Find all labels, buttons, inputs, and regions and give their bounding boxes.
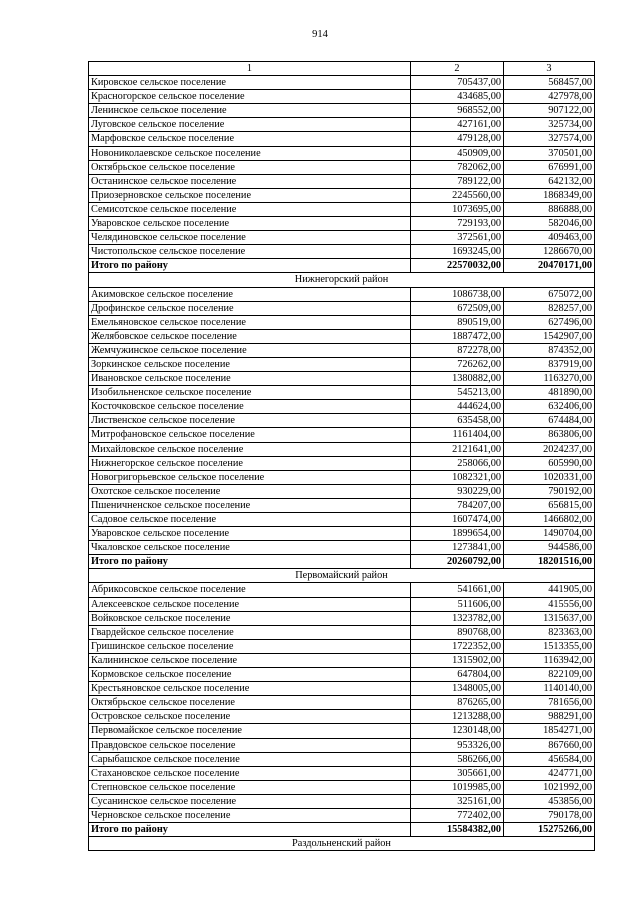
settlement-name: Степновское сельское поселение: [89, 780, 411, 794]
table-row: [89, 301, 595, 315]
value-col-3: 481890,00: [504, 386, 595, 400]
table-row: [89, 428, 595, 442]
table-row: [89, 484, 595, 498]
value-col-3: 568457,00: [504, 76, 595, 90]
value-col-3: 1163942,00: [504, 653, 595, 667]
value-col-3: 1286670,00: [504, 245, 595, 259]
value-col-3: 424771,00: [504, 766, 595, 780]
settlement-name: Косточковское сельское поселение: [89, 400, 411, 414]
value-col-3: 370501,00: [504, 146, 595, 160]
value-col-3: 676991,00: [504, 160, 595, 174]
value-col-2: 434685,00: [411, 90, 504, 104]
settlement-name: Сусанинское сельское поселение: [89, 794, 411, 808]
district-name: Нижнегорский район: [89, 273, 595, 287]
value-col-2: 545213,00: [411, 386, 504, 400]
value-col-2: 305661,00: [411, 766, 504, 780]
table-row: [89, 808, 595, 822]
value-col-3: 642132,00: [504, 174, 595, 188]
table-row: [89, 287, 595, 301]
table-row: [89, 174, 595, 188]
settlement-name: Садовое сельское поселение: [89, 513, 411, 527]
value-col-2: 1348005,00: [411, 682, 504, 696]
table-row: [89, 231, 595, 245]
value-col-2: 2245560,00: [411, 188, 504, 202]
district-heading-row: [89, 837, 595, 851]
table-row: [89, 202, 595, 216]
value-col-3: 1466802,00: [504, 513, 595, 527]
table-row: [89, 132, 595, 146]
table-row: [89, 752, 595, 766]
value-col-2: 1082321,00: [411, 470, 504, 484]
settlement-name: Черновское сельское поселение: [89, 808, 411, 822]
district-heading-row: [89, 273, 595, 287]
value-col-3: 790178,00: [504, 808, 595, 822]
settlement-name: Кировское сельское поселение: [89, 76, 411, 90]
value-col-2: 1380882,00: [411, 372, 504, 386]
value-col-2: 705437,00: [411, 76, 504, 90]
value-col-2: 789122,00: [411, 174, 504, 188]
value-col-3: 874352,00: [504, 343, 595, 357]
settlement-name: Гвардейское сельское поселение: [89, 625, 411, 639]
table-row: [89, 696, 595, 710]
value-col-2: 772402,00: [411, 808, 504, 822]
value-col-3: 675072,00: [504, 287, 595, 301]
value-col-3: 1542907,00: [504, 329, 595, 343]
district-name: Первомайский район: [89, 569, 595, 583]
table-row: [89, 357, 595, 371]
table-row: [89, 400, 595, 414]
budget-table: [88, 61, 595, 851]
value-col-2: 647804,00: [411, 668, 504, 682]
value-col-2: 2121641,00: [411, 442, 504, 456]
table-row: [89, 217, 595, 231]
value-col-3: 1854271,00: [504, 724, 595, 738]
value-col-3: 886888,00: [504, 202, 595, 216]
value-col-2: 444624,00: [411, 400, 504, 414]
value-col-3: 627496,00: [504, 315, 595, 329]
value-col-3: 427978,00: [504, 90, 595, 104]
value-col-3: 944586,00: [504, 541, 595, 555]
settlement-name: Стахановское сельское поселение: [89, 766, 411, 780]
settlement-name: Уваровское сельское поселение: [89, 217, 411, 231]
settlement-name: Приозерновское сельское поселение: [89, 188, 411, 202]
table-row: [89, 118, 595, 132]
value-col-2: 1086738,00: [411, 287, 504, 301]
table-row: [89, 668, 595, 682]
value-col-2: 258066,00: [411, 456, 504, 470]
value-col-2: 541661,00: [411, 583, 504, 597]
value-col-3: 456584,00: [504, 752, 595, 766]
settlement-name: Красногорское сельское поселение: [89, 90, 411, 104]
value-col-3: 1513355,00: [504, 639, 595, 653]
settlement-name: Марфовское сельское поселение: [89, 132, 411, 146]
settlement-name: Емельяновское сельское поселение: [89, 315, 411, 329]
value-col-2: 511606,00: [411, 597, 504, 611]
value-col-3: 823363,00: [504, 625, 595, 639]
value-col-2: 782062,00: [411, 160, 504, 174]
table-row: [89, 583, 595, 597]
settlement-name: Островское сельское поселение: [89, 710, 411, 724]
value-col-3: 1020331,00: [504, 470, 595, 484]
settlement-name: Останинское сельское поселение: [89, 174, 411, 188]
value-col-3: 837919,00: [504, 357, 595, 371]
header-row: [89, 62, 595, 76]
value-col-2: 890768,00: [411, 625, 504, 639]
table-row: [89, 766, 595, 780]
value-col-2: 586266,00: [411, 752, 504, 766]
settlement-name: Уваровское сельское поселение: [89, 527, 411, 541]
district-total-row: [89, 823, 595, 837]
value-col-2: 1315902,00: [411, 653, 504, 667]
value-col-2: 450909,00: [411, 146, 504, 160]
settlement-name: Лиственское сельское поселение: [89, 414, 411, 428]
table-row: [89, 780, 595, 794]
total-col-3: 15275266,00: [504, 823, 595, 837]
table-row: [89, 160, 595, 174]
settlement-name: Крестьяновское сельское поселение: [89, 682, 411, 696]
settlement-name: Челядиновское сельское поселение: [89, 231, 411, 245]
settlement-name: Ивановское сельское поселение: [89, 372, 411, 386]
value-col-3: 988291,00: [504, 710, 595, 724]
table-row: [89, 104, 595, 118]
settlement-name: Кормовское сельское поселение: [89, 668, 411, 682]
table-row: [89, 498, 595, 512]
value-col-3: 327574,00: [504, 132, 595, 146]
value-col-3: 582046,00: [504, 217, 595, 231]
settlement-name: Желябовское сельское поселение: [89, 329, 411, 343]
value-col-2: 1161404,00: [411, 428, 504, 442]
value-col-3: 822109,00: [504, 668, 595, 682]
value-col-2: 372561,00: [411, 231, 504, 245]
total-col-3: 20470171,00: [504, 259, 595, 273]
table-row: [89, 513, 595, 527]
value-col-3: 790192,00: [504, 484, 595, 498]
value-col-2: 784207,00: [411, 498, 504, 512]
value-col-3: 863806,00: [504, 428, 595, 442]
value-col-3: 453856,00: [504, 794, 595, 808]
settlement-name: Пшеничненское сельское поселение: [89, 498, 411, 512]
table-row: [89, 315, 595, 329]
settlement-name: Новогригорьевское сельское поселение: [89, 470, 411, 484]
table-row: [89, 245, 595, 259]
district-heading-row: [89, 569, 595, 583]
table-row: [89, 343, 595, 357]
table-row: [89, 470, 595, 484]
settlement-name: Абрикосовское сельское поселение: [89, 583, 411, 597]
value-col-2: 729193,00: [411, 217, 504, 231]
value-col-3: 1163270,00: [504, 372, 595, 386]
value-col-2: 890519,00: [411, 315, 504, 329]
value-col-2: 930229,00: [411, 484, 504, 498]
district-name: Раздольненский район: [89, 837, 595, 851]
value-col-3: 674484,00: [504, 414, 595, 428]
value-col-3: 1490704,00: [504, 527, 595, 541]
settlement-name: Семисотское сельское поселение: [89, 202, 411, 216]
value-col-2: 1073695,00: [411, 202, 504, 216]
value-col-3: 325734,00: [504, 118, 595, 132]
table-row: [89, 611, 595, 625]
value-col-2: 876265,00: [411, 696, 504, 710]
value-col-2: 1213288,00: [411, 710, 504, 724]
table-row: [89, 329, 595, 343]
value-col-2: 1019985,00: [411, 780, 504, 794]
value-col-3: 1315637,00: [504, 611, 595, 625]
settlement-name: Жемчужинское сельское поселение: [89, 343, 411, 357]
table-row: [89, 188, 595, 202]
settlement-name: Луговское сельское поселение: [89, 118, 411, 132]
value-col-2: 1607474,00: [411, 513, 504, 527]
table-row: [89, 639, 595, 653]
total-col-2: 15584382,00: [411, 823, 504, 837]
value-col-2: 1693245,00: [411, 245, 504, 259]
settlement-name: Чкаловское сельское поселение: [89, 541, 411, 555]
value-col-3: 415556,00: [504, 597, 595, 611]
header-cell-3: 3: [504, 62, 595, 76]
value-col-3: 632406,00: [504, 400, 595, 414]
table-row: [89, 625, 595, 639]
settlement-name: Октябрьское сельское поселение: [89, 696, 411, 710]
table-row: [89, 90, 595, 104]
value-col-3: 441905,00: [504, 583, 595, 597]
table-row: [89, 541, 595, 555]
table-row: [89, 372, 595, 386]
value-col-3: 2024237,00: [504, 442, 595, 456]
settlement-name: Дрофинское сельское поселение: [89, 301, 411, 315]
table-row: [89, 414, 595, 428]
value-col-3: 867660,00: [504, 738, 595, 752]
settlement-name: Ленинское сельское поселение: [89, 104, 411, 118]
settlement-name: Нижнегорское сельское поселение: [89, 456, 411, 470]
settlement-name: Калининское сельское поселение: [89, 653, 411, 667]
settlement-name: Первомайское сельское поселение: [89, 724, 411, 738]
value-col-2: 1323782,00: [411, 611, 504, 625]
table-row: [89, 794, 595, 808]
settlement-name: Чистопольское сельское поселение: [89, 245, 411, 259]
table-row: [89, 738, 595, 752]
total-col-2: 20260792,00: [411, 555, 504, 569]
settlement-name: Гришинское сельское поселение: [89, 639, 411, 653]
district-total-row: [89, 259, 595, 273]
header-cell-1: 1: [89, 62, 411, 76]
settlement-name: Правдовское сельское поселение: [89, 738, 411, 752]
table-row: [89, 76, 595, 90]
settlement-name: Новониколаевское сельское поселение: [89, 146, 411, 160]
settlement-name: Михайловское сельское поселение: [89, 442, 411, 456]
settlement-name: Октябрьское сельское поселение: [89, 160, 411, 174]
value-col-2: 1899654,00: [411, 527, 504, 541]
total-col-3: 18201516,00: [504, 555, 595, 569]
value-col-2: 1722352,00: [411, 639, 504, 653]
table-row: [89, 386, 595, 400]
table-row: [89, 527, 595, 541]
value-col-3: 605990,00: [504, 456, 595, 470]
value-col-3: 656815,00: [504, 498, 595, 512]
table-row: [89, 653, 595, 667]
value-col-2: 872278,00: [411, 343, 504, 357]
value-col-2: 726262,00: [411, 357, 504, 371]
page-number: 914: [312, 29, 328, 40]
settlement-name: Сарыбашское сельское поселение: [89, 752, 411, 766]
table-row: [89, 456, 595, 470]
budget-table-body: [89, 62, 595, 851]
table-row: [89, 682, 595, 696]
value-col-2: 635458,00: [411, 414, 504, 428]
value-col-3: 1868349,00: [504, 188, 595, 202]
value-col-2: 968552,00: [411, 104, 504, 118]
settlement-name: Войковское сельское поселение: [89, 611, 411, 625]
value-col-2: 1273841,00: [411, 541, 504, 555]
total-col-2: 22570032,00: [411, 259, 504, 273]
value-col-2: 1887472,00: [411, 329, 504, 343]
total-label: Итого по району: [89, 823, 411, 837]
value-col-2: 672509,00: [411, 301, 504, 315]
value-col-3: 828257,00: [504, 301, 595, 315]
value-col-3: 1021992,00: [504, 780, 595, 794]
table-row: [89, 710, 595, 724]
value-col-3: 781656,00: [504, 696, 595, 710]
table-row: [89, 597, 595, 611]
settlement-name: Митрофановское сельское поселение: [89, 428, 411, 442]
table-row: [89, 442, 595, 456]
settlement-name: Зоркинское сельское поселение: [89, 357, 411, 371]
settlement-name: Охотское сельское поселение: [89, 484, 411, 498]
value-col-2: 953326,00: [411, 738, 504, 752]
value-col-2: 479128,00: [411, 132, 504, 146]
value-col-2: 1230148,00: [411, 724, 504, 738]
settlement-name: Алексеевское сельское поселение: [89, 597, 411, 611]
value-col-3: 1140140,00: [504, 682, 595, 696]
value-col-3: 907122,00: [504, 104, 595, 118]
value-col-3: 409463,00: [504, 231, 595, 245]
table-row: [89, 146, 595, 160]
total-label: Итого по району: [89, 555, 411, 569]
value-col-2: 325161,00: [411, 794, 504, 808]
district-total-row: [89, 555, 595, 569]
table-row: [89, 724, 595, 738]
settlement-name: Акимовское сельское поселение: [89, 287, 411, 301]
total-label: Итого по району: [89, 259, 411, 273]
value-col-2: 427161,00: [411, 118, 504, 132]
settlement-name: Изобильненское сельское поселение: [89, 386, 411, 400]
header-cell-2: 2: [411, 62, 504, 76]
